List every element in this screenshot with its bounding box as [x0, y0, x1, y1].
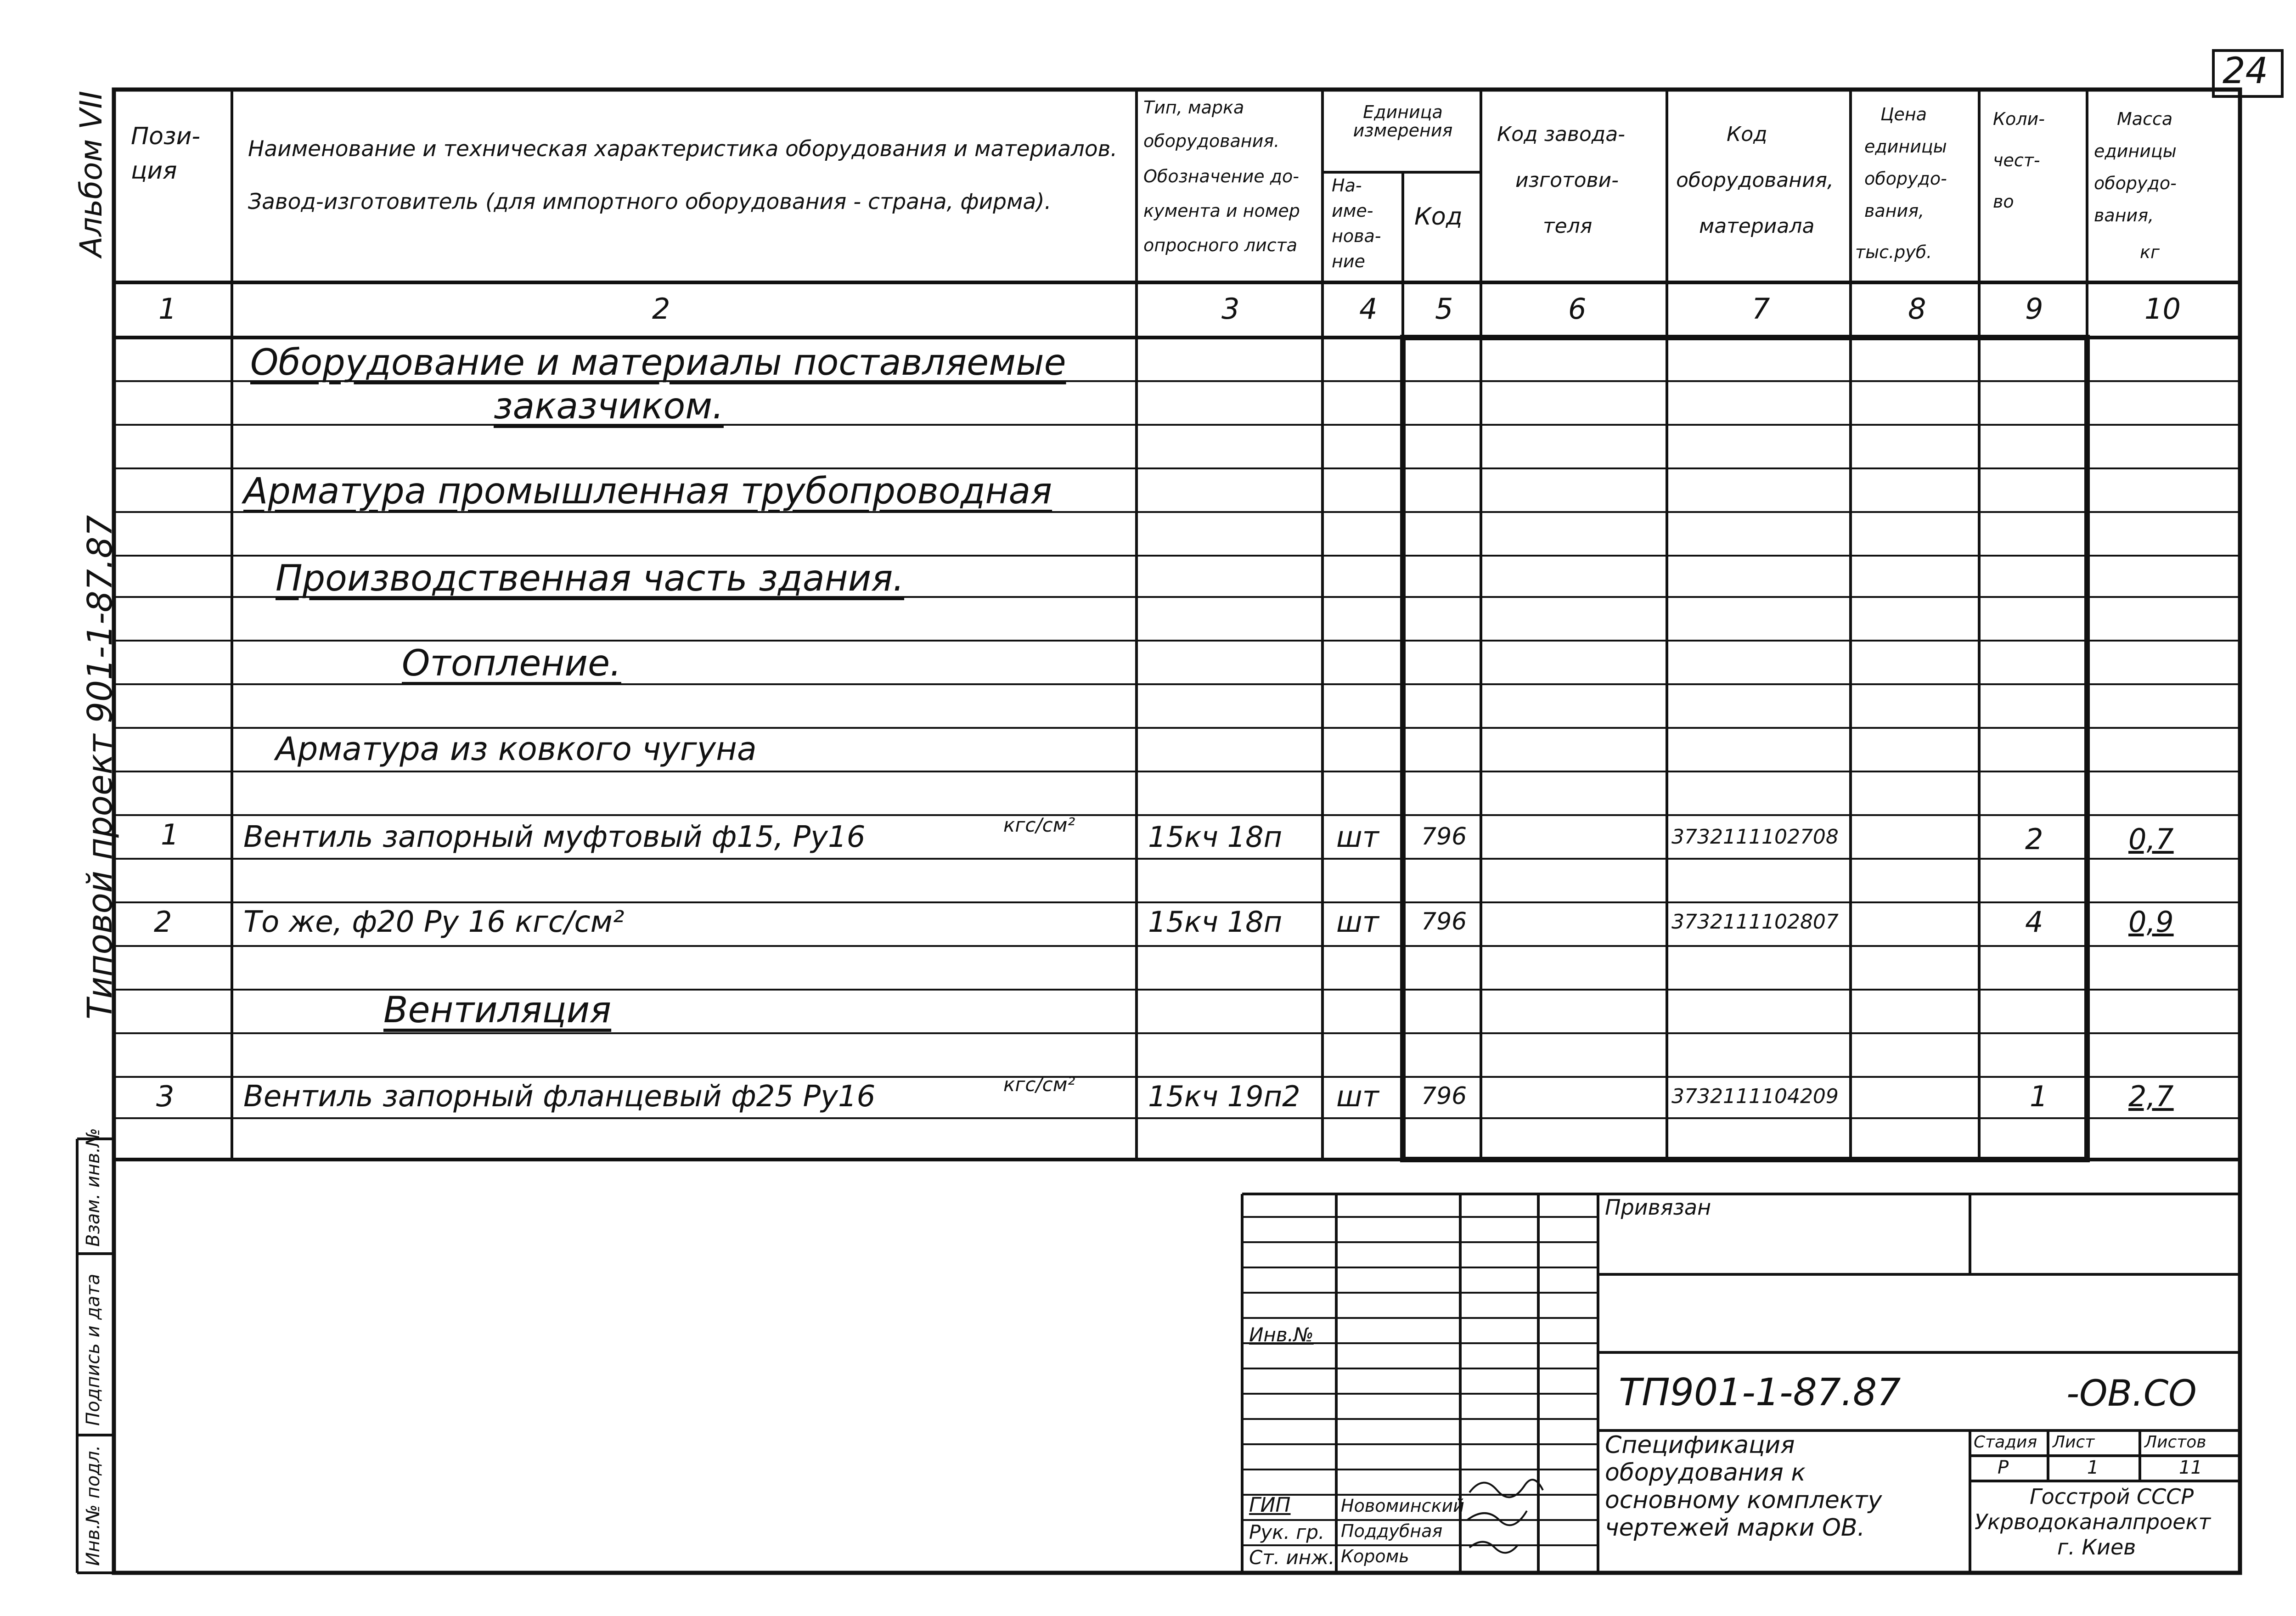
colnum-4: 4: [1359, 292, 1378, 326]
hdr-col10-l3: оборудо-: [2094, 173, 2177, 193]
inv-no-label: Инв.№: [1249, 1323, 1314, 1346]
row3-name: Вентиль запорный фланцевый ф25 Ру16: [243, 1080, 876, 1114]
org-line-1: Госстрой СССР: [2030, 1484, 2194, 1509]
sheet-value: 1: [2087, 1457, 2099, 1478]
hdr-col1-l2: ция: [131, 157, 177, 185]
hdr-col10-l5: кг: [2140, 242, 2160, 262]
row2-mass: 0,9: [2128, 905, 2174, 939]
stage-value: Р: [1998, 1457, 2009, 1478]
row1-unit: шт: [1336, 820, 1379, 854]
hdr-col6-l2: изготови-: [1515, 169, 1619, 192]
signer-role-2: Рук. гр.: [1249, 1521, 1325, 1543]
row3-mass: 2,7: [2128, 1080, 2174, 1113]
row3-code: 796: [1421, 1082, 1467, 1110]
row3-pos: 3: [156, 1080, 174, 1113]
hdr-col3-l5: опросного листа: [1143, 235, 1298, 255]
hdr-col7-l1: Код: [1727, 123, 1767, 146]
colnum-10: 10: [2144, 292, 2181, 326]
row1-code: 796: [1421, 823, 1467, 850]
hdr-col7-l2: оборудования,: [1676, 169, 1834, 192]
row2-type: 15кч 18п: [1148, 905, 1283, 939]
hdr-col10-l2: единицы: [2094, 141, 2177, 161]
signature-2: [1467, 1511, 1527, 1525]
hdr-col3-l2: оборудования.: [1143, 131, 1280, 151]
section-malleable-iron: Арматура из ковкого чугуна: [276, 730, 757, 768]
page-number: 24: [2223, 51, 2268, 92]
section-heating: Отопление.: [402, 643, 621, 684]
section-equipment-customer-2: заказчиком.: [494, 386, 724, 427]
hdr-col4-l4: ние: [1332, 251, 1365, 271]
signer-name-2: Поддубная: [1341, 1521, 1443, 1541]
row2-code: 796: [1421, 908, 1467, 935]
signer-role-3: Ст. инж.: [1249, 1546, 1335, 1569]
section-equipment-customer: Оборудование и материалы поставляемые: [250, 342, 1066, 383]
hdr-col8-l1: Цена: [1880, 104, 1927, 124]
hdr-col10-l1: Масса: [2117, 109, 2173, 129]
signer-name-3: Коромь: [1341, 1546, 1409, 1566]
row3-equip-code: 3732111104209: [1671, 1085, 1839, 1108]
doc-suffix: -ОВ.СО: [2066, 1373, 2197, 1414]
doc-code: ТП901-1-87.87: [1619, 1371, 1901, 1414]
hdr-col8-l4: вания,: [1864, 201, 1925, 221]
row2-equip-code: 3732111102807: [1671, 910, 1839, 934]
hdr-col2-l1: Наименование и техническая характеристика оборудования и материалов.: [248, 136, 1118, 162]
hdr-col4-l3: нова-: [1332, 226, 1381, 246]
signer-role-1: ГИП: [1249, 1493, 1291, 1517]
row1-name: Вентиль запорный муфтовый ф15, Ру16: [243, 820, 866, 854]
section-industrial-valves: Арматура промышленная трубопроводная: [243, 471, 1052, 512]
hdr-col10-l4: вания,: [2094, 205, 2154, 225]
hdr-col4-l1: На-: [1332, 175, 1362, 196]
row1-unit-note: кгс/см²: [1003, 814, 1075, 836]
title-line-3: основному комплекту: [1605, 1486, 1882, 1514]
stage-label: Стадия: [1974, 1433, 2037, 1452]
row3-qty: 1: [2030, 1080, 2048, 1113]
row2-qty: 4: [2025, 905, 2043, 939]
stamp-inv-podl: Инв.№ подл.: [83, 1445, 104, 1566]
hdr-col9-l2: чест-: [1993, 150, 2040, 170]
hdr-col1-l1: Пози-: [131, 123, 201, 150]
hdr-col8-l5: тыс.руб.: [1855, 242, 1932, 262]
sheet-label: Лист: [2053, 1433, 2095, 1452]
hdr-col8-l2: единицы: [1864, 136, 1947, 157]
signature-3: [1469, 1542, 1536, 1553]
title-line-4: чертежей марки ОВ.: [1605, 1514, 1865, 1542]
album-label: Альбом VII: [73, 90, 109, 257]
hdr-col8-l3: оборудо-: [1864, 169, 1947, 189]
section-production-part: Производственная часть здания.: [276, 558, 905, 599]
stamp-signature-date: Подпись и дата: [83, 1273, 104, 1426]
project-label: Типовой проект 901-1-87.87: [80, 515, 120, 1019]
row3-unit: шт: [1336, 1080, 1379, 1113]
colnum-5: 5: [1435, 292, 1453, 326]
row1-mass: 0,7: [2128, 822, 2174, 856]
hdr-col7-l3: материала: [1699, 214, 1815, 238]
hdr-col5: Код: [1414, 203, 1463, 231]
row1-pos: 1: [161, 818, 179, 851]
row3-type: 15кч 19п2: [1148, 1080, 1300, 1113]
row2-pos: 2: [154, 905, 172, 939]
org-line-2: Укрводоканалпроект: [1975, 1509, 2211, 1534]
hdr-unit-group: Единица измерения: [1353, 102, 1453, 141]
colnum-7: 7: [1752, 292, 1770, 326]
colnum-6: 6: [1568, 292, 1587, 326]
hdr-col6-l1: Код завода-: [1497, 123, 1626, 146]
hdr-col4-l2: име-: [1332, 201, 1373, 221]
hdr-col9-l1: Коли-: [1993, 109, 2045, 129]
row2-name: То же, ф20 Ру 16 кгс/см²: [243, 905, 625, 939]
section-ventilation: Вентиляция: [383, 990, 612, 1031]
row2-unit: шт: [1336, 905, 1379, 939]
colnum-2: 2: [652, 292, 670, 326]
stamp-vzam-inv: Взам. инв.№: [83, 1128, 104, 1247]
row1-type: 15кч 18п: [1148, 820, 1283, 854]
colnum-1: 1: [158, 292, 177, 326]
colnum-9: 9: [2025, 292, 2043, 326]
sheets-value: 11: [2179, 1457, 2202, 1478]
colnum-3: 3: [1221, 292, 1240, 326]
hdr-col2-l2: Завод-изготовитель (для импортного оборудования - страна, фирма).: [248, 189, 1052, 214]
title-line-1: Спецификация: [1605, 1431, 1795, 1459]
sheets-label: Листов: [2144, 1433, 2206, 1452]
row1-qty: 2: [2025, 822, 2043, 856]
hdr-col3-l3: Обозначение до-: [1143, 166, 1299, 186]
org-line-3: г. Киев: [2057, 1535, 2136, 1560]
signer-name-1: Новоминский: [1341, 1496, 1464, 1516]
hdr-col3-l1: Тип, марка: [1143, 97, 1244, 118]
title-line-2: оборудования к: [1605, 1459, 1806, 1486]
privyazan-label: Привязан: [1605, 1195, 1711, 1220]
hdr-col3-l4: кумента и номер: [1143, 201, 1300, 221]
hdr-col9-l3: во: [1993, 191, 2014, 212]
hdr-col6-l3: теля: [1543, 214, 1593, 238]
row1-equip-code: 3732111102708: [1671, 825, 1839, 849]
colnum-8: 8: [1908, 292, 1926, 326]
row3-unit-note: кгс/см²: [1003, 1073, 1075, 1096]
